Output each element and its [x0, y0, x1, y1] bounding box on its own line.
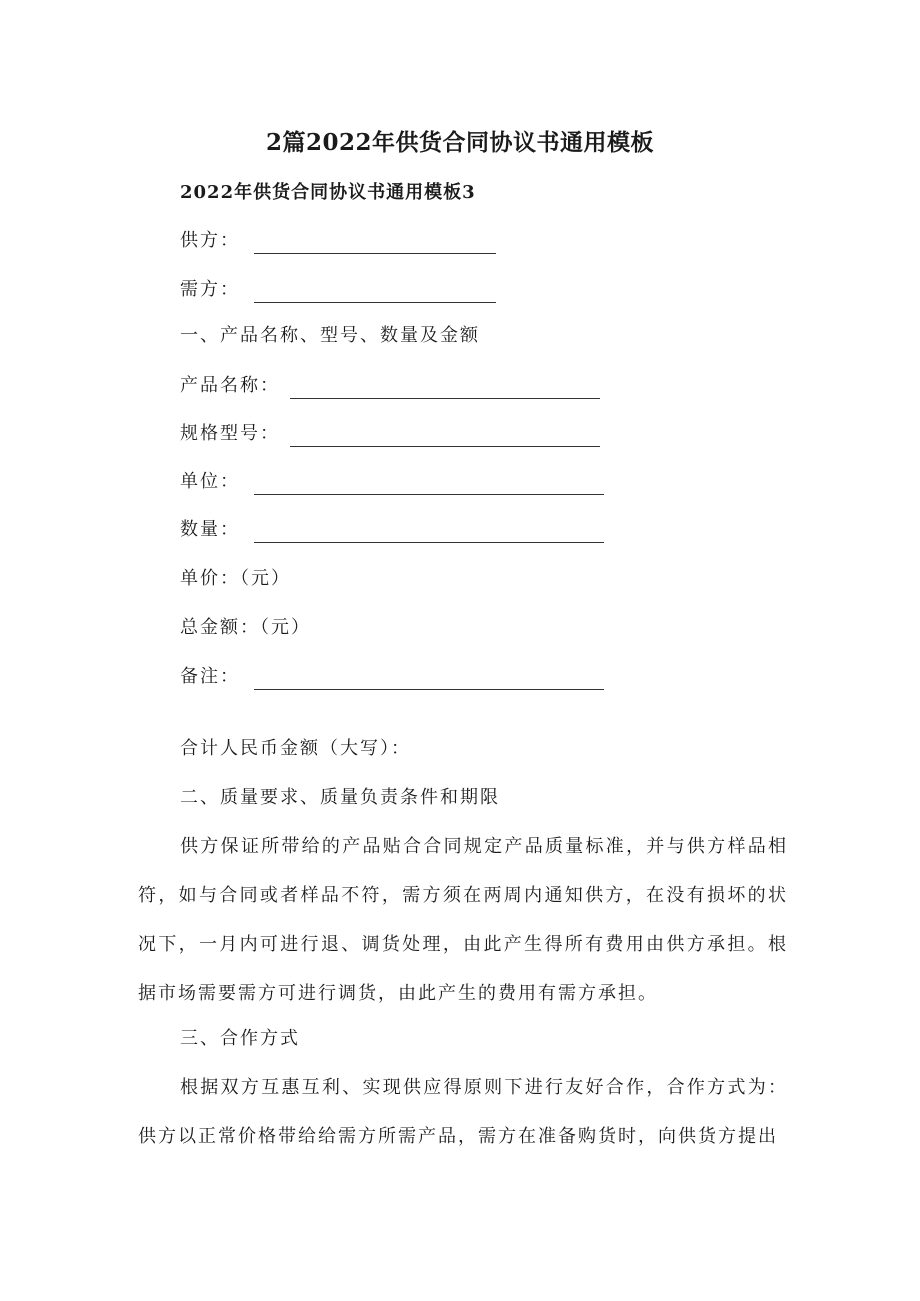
- quantity-field: [180, 517, 604, 543]
- section-3-heading: 三、合作方式: [180, 1028, 300, 1049]
- remarks-label: 备注：: [180, 666, 240, 687]
- unit-field: [180, 469, 604, 495]
- buyer-label: 需方：: [180, 279, 240, 300]
- buyer-field: [180, 277, 496, 303]
- product-name-label: 产品名称：: [180, 375, 280, 396]
- product-name-field: [180, 373, 600, 399]
- remarks-field: [180, 664, 604, 690]
- spec-model-field: [180, 421, 600, 447]
- quantity-label: 数量：: [180, 519, 240, 540]
- total-rmb-uppercase-line: 合计人民币金额（大写）：: [180, 738, 411, 759]
- document-subtitle: 2022年供货合同协议书通用模板3: [180, 182, 476, 203]
- document-title: 2篇2022年供货合同协议书通用模板: [265, 129, 655, 156]
- section-1-heading: 一、产品名称、型号、数量及金额: [180, 325, 480, 346]
- product-name-blank-line: [290, 380, 600, 399]
- section-2-body: 供方保证所带给的产品贴合合同规定产品质量标准，并与供方样品相符，如与合同或者样品不符，需方须在两周内通知供方，在没有损坏的状况下，一月内可进行退、调货处理，由此产生得所有费用由供方承担。根据市场需要需方可进行调货，由此产生的费用有需方承担。: [138, 836, 788, 1004]
- quantity-blank-line: [254, 524, 604, 543]
- total-amount-line: 总金额：（元）: [180, 617, 311, 638]
- unit-blank-line: [254, 476, 604, 495]
- remarks-blank-line: [254, 671, 604, 690]
- supplier-label: 供方：: [180, 230, 240, 251]
- buyer-blank-line: [254, 284, 496, 303]
- spec-model-label: 规格型号：: [180, 423, 280, 444]
- unit-label: 单位：: [180, 471, 240, 492]
- supplier-blank-line: [254, 235, 496, 254]
- spec-model-blank-line: [290, 428, 600, 447]
- unit-price-line: 单价：（元）: [180, 568, 291, 589]
- section-3-body: 根据双方互惠互利、实现供应得原则下进行友好合作，合作方式为：供方以正常价格带给给需方所需产品，需方在准备购货时，向供货方提出: [138, 1077, 788, 1147]
- supplier-field: [180, 228, 496, 254]
- section-2-heading: 二、质量要求、质量负责条件和期限: [180, 787, 500, 808]
